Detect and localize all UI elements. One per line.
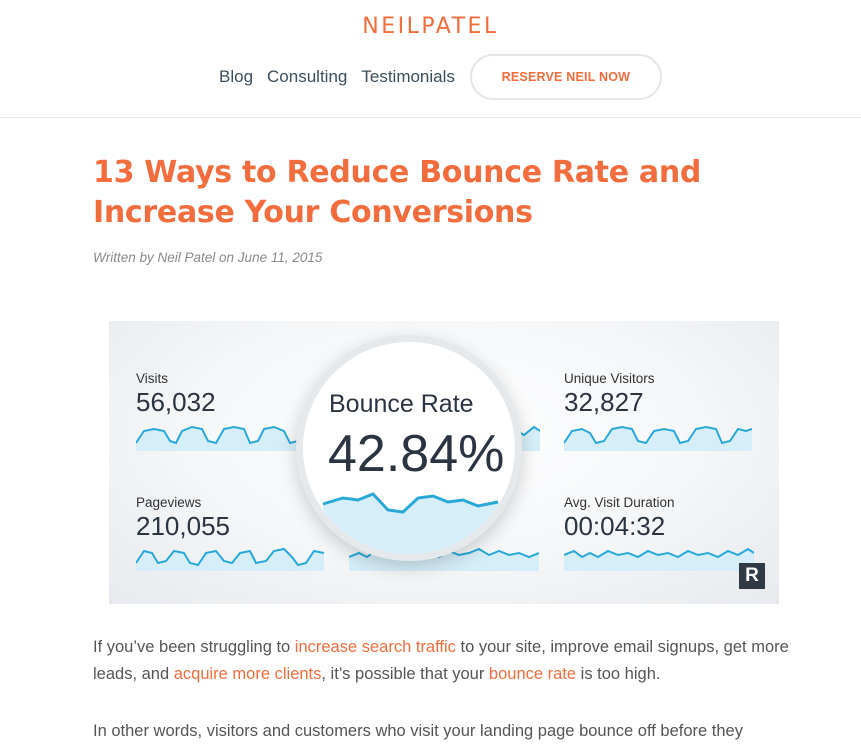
metric-value: 56,032 <box>136 387 216 417</box>
metric-label: Unique Visitors <box>564 371 655 386</box>
brand-logo-icon: R <box>739 563 765 589</box>
main-nav <box>219 52 662 102</box>
metric-label: Visits <box>136 371 169 386</box>
reserve-neil-button[interactable]: RESERVE NEIL NOW <box>470 54 662 100</box>
hero-image <box>109 321 779 604</box>
link-acquire-more-clients[interactable]: acquire more clients <box>173 665 322 683</box>
metric-value: 32,827 <box>564 387 644 417</box>
paragraph-text: to your site, improve email signups, get more leads, and <box>93 638 789 683</box>
site-logo[interactable]: NEILPATEL <box>362 14 499 39</box>
link-increase-search-traffic[interactable]: increase search traffic <box>294 638 456 656</box>
article-title: 13 Ways to Reduce Bounce Rate and Increase Your Conversions <box>93 155 702 230</box>
paragraph-text: is too high. <box>576 665 661 683</box>
metric-value: 210,055 <box>136 511 230 541</box>
sparkline-visits <box>136 421 311 451</box>
nav-blog[interactable]: Blog <box>219 67 254 86</box>
paragraph-text: If you’ve been struggling to <box>93 638 295 656</box>
sparkline-pageviews <box>136 543 324 571</box>
metric-value: 00:04:32 <box>564 511 666 541</box>
metric-unique-visitors <box>564 371 655 418</box>
metric-label: Pageviews <box>136 495 202 510</box>
bounce-rate-sparkline <box>303 482 515 554</box>
bounce-rate-magnifier <box>296 335 522 561</box>
site-header <box>0 0 861 118</box>
bounce-rate-value: 42.84% <box>328 425 505 483</box>
article-byline: Written by Neil Patel on June 11, 2015 <box>93 250 323 265</box>
metric-label: Avg. Visit Duration <box>564 495 675 510</box>
article-paragraph-1 <box>93 634 793 688</box>
link-bounce-rate[interactable]: bounce rate <box>488 665 577 683</box>
sparkline-avg-visit-duration <box>564 543 754 571</box>
metric-pageviews <box>136 495 230 542</box>
metric-avg-visit-duration <box>564 495 675 542</box>
nav-consulting[interactable]: Consulting <box>267 67 348 86</box>
paragraph-text: , it’s possible that your <box>321 665 489 683</box>
bounce-rate-label: Bounce Rate <box>329 390 474 418</box>
metric-visits <box>136 371 216 418</box>
nav-testimonials[interactable]: Testimonials <box>361 67 455 86</box>
article-paragraph-2: In other words, visitors and customers who visit your landing page bounce off before they <box>93 722 743 740</box>
sparkline-unique-visitors <box>564 421 752 451</box>
